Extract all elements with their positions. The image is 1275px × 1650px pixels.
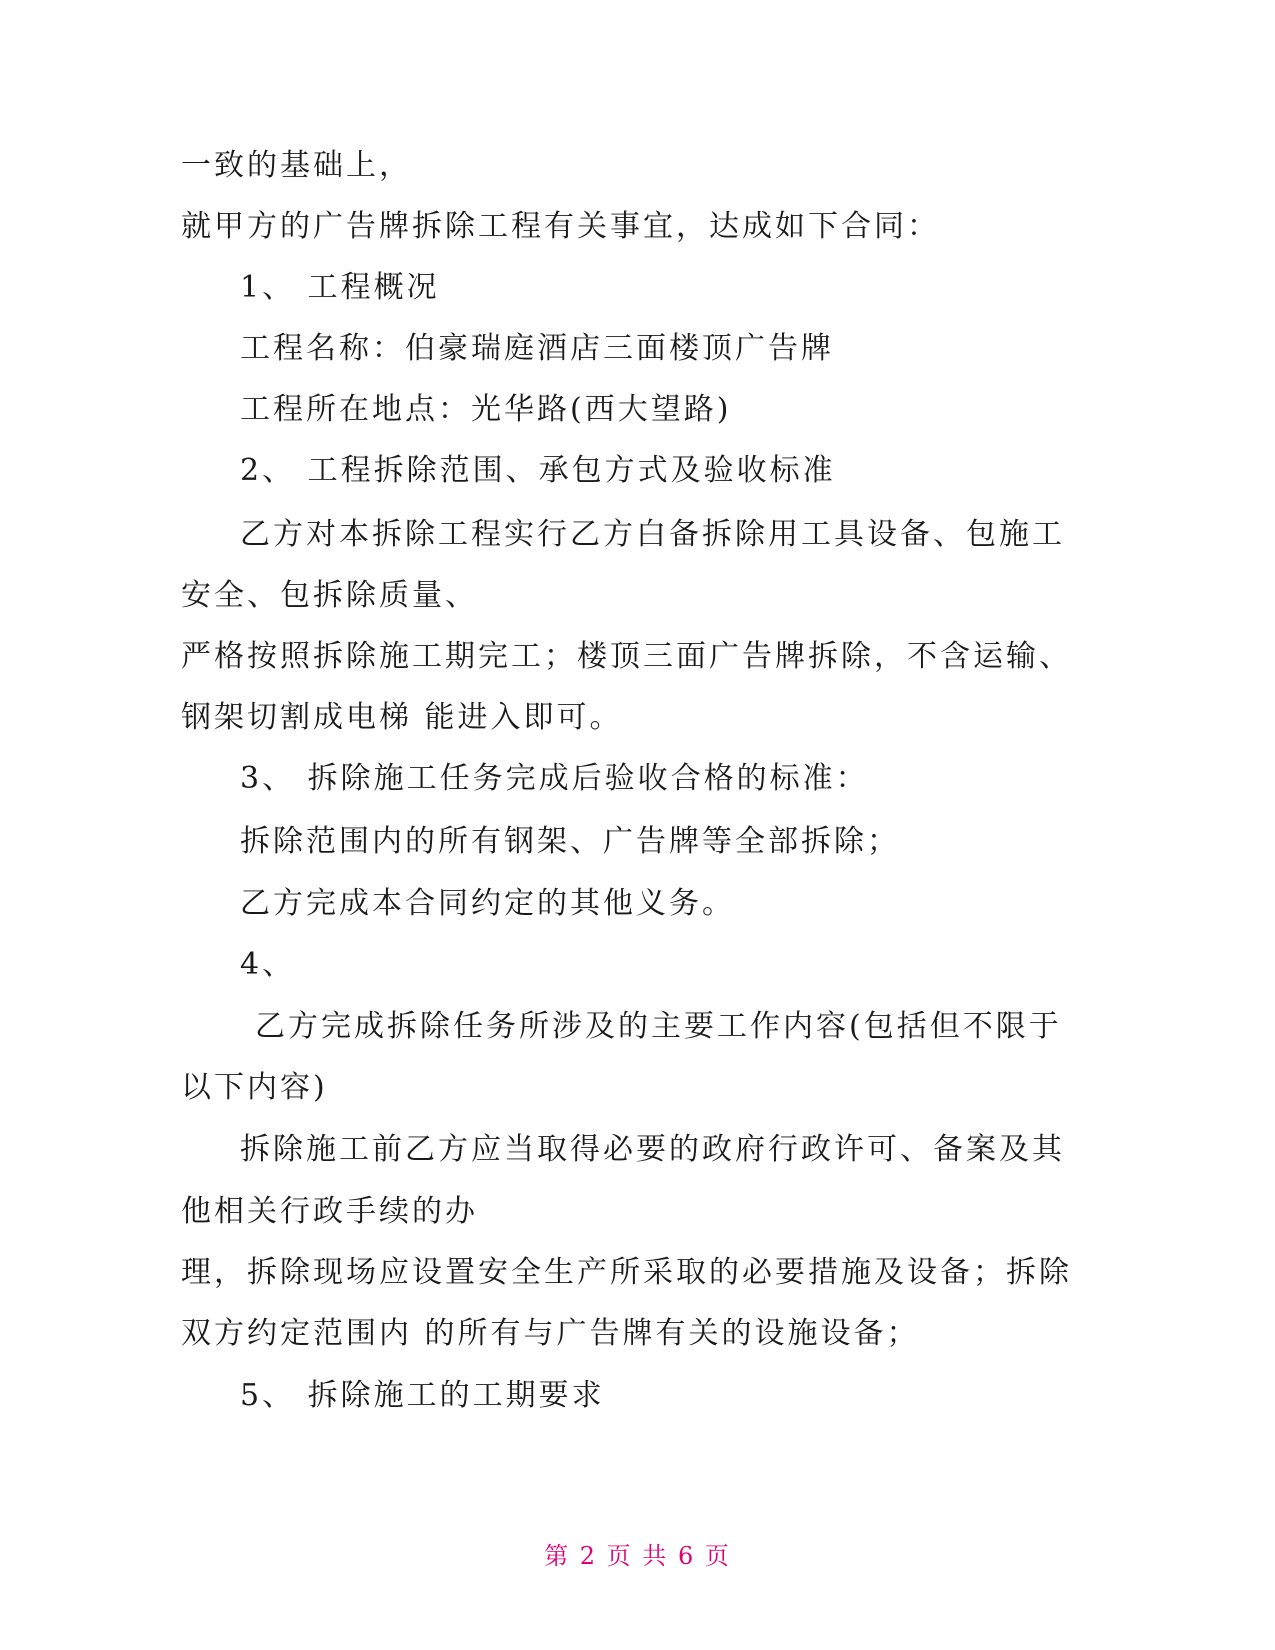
text-line: 严格按照拆除施工期完工；楼顶三面广告牌拆除，不含运输、 xyxy=(181,639,1072,674)
text-line: 双方约定范围内 的所有与广告牌有关的设施设备； xyxy=(181,1316,920,1351)
text-line: 乙方完成拆除任务所涉及的主要工作内容(包括但不限于 xyxy=(255,1009,1062,1044)
text-line: 工程名称：伯豪瑞庭酒店三面楼顶广告牌 xyxy=(240,331,834,366)
page-number-footer: 第 2 页 共 6 页 xyxy=(544,1542,731,1570)
text-line: 钢架切割成电梯 能进入即可。 xyxy=(181,700,623,735)
text-line: 他相关行政手续的办 xyxy=(181,1194,478,1229)
section-heading-4: 4、 xyxy=(240,947,296,982)
text-line: 乙方对本拆除工程实行乙方白备拆除用工具设备、包施工 xyxy=(240,517,1065,552)
text-line: 一致的基础上， xyxy=(181,148,412,183)
text-line: 安全、包拆除质量、 xyxy=(181,578,478,613)
section-heading-1: 1、 工程概况 xyxy=(240,270,440,305)
section-heading-3: 3、 拆除施工任务完成后验收合格的标准： xyxy=(240,761,869,796)
text-line: 乙方完成本合同约定的其他义务。 xyxy=(240,886,735,921)
text-line: 工程所在地点：光华路(西大望路) xyxy=(240,392,732,427)
section-heading-5: 5、 拆除施工的工期要求 xyxy=(240,1378,605,1413)
text-line: 以下内容) xyxy=(181,1070,328,1105)
section-heading-2: 2、 工程拆除范围、承包方式及验收标准 xyxy=(240,453,836,488)
text-line: 就甲方的广告牌拆除工程有关事宜，达成如下合同： xyxy=(181,209,940,244)
text-line: 拆除范围内的所有钢架、广告牌等全部拆除； xyxy=(240,824,900,859)
text-line: 拆除施工前乙方应当取得必要的政府行政许可、备案及其 xyxy=(240,1132,1065,1167)
text-line: 理，拆除现场应设置安全生产所采取的必要措施及设备；拆除 xyxy=(181,1255,1072,1290)
